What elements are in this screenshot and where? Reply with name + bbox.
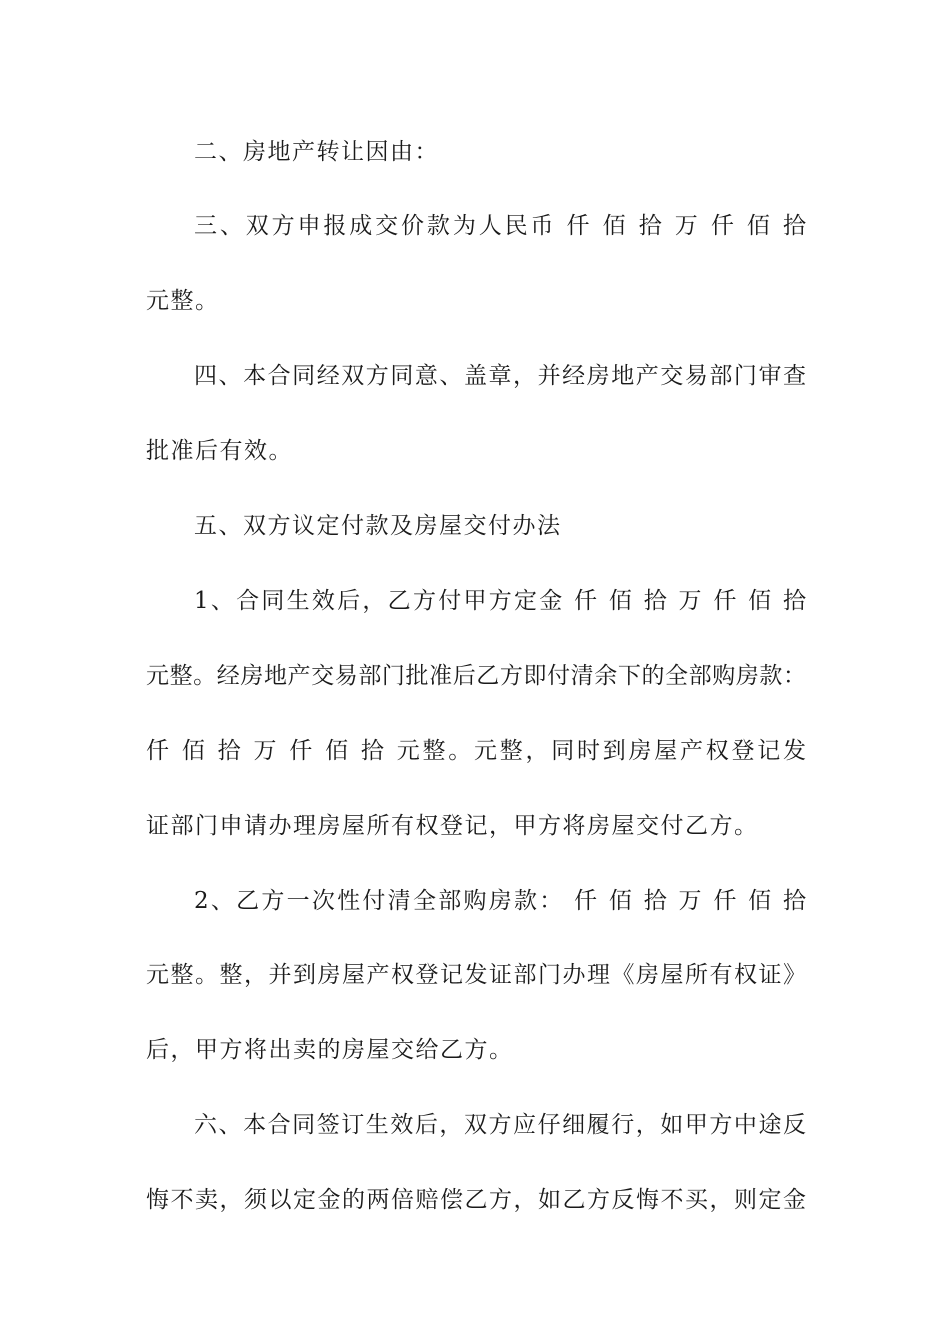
clause-5-2-line-3: 后，甲方将出卖的房屋交给乙方。: [146, 1037, 514, 1063]
clause-5-heading: 五、双方议定付款及房屋交付办法: [194, 513, 562, 539]
clause-4-line-2: 批准后有效。: [146, 438, 293, 464]
clause-2-line: 二、房地产转让因由：: [194, 139, 439, 165]
clause-6-line-1: 六、本合同签订生效后，双方应仔细履行，如甲方中途反: [194, 1112, 806, 1138]
clause-5-1-line-3: 仟 佰 拾 万 仟 佰 拾 元整。元整，同时到房屋产权登记发: [146, 738, 806, 764]
clause-5-1-line-1: 1、合同生效后，乙方付甲方定金 仟 佰 拾 万 仟 佰 拾: [194, 588, 806, 614]
clause-5-2-line-1: 2、乙方一次性付清全部购房款： 仟 佰 拾 万 仟 佰 拾: [194, 888, 806, 914]
clause-3-line-1: 三、双方申报成交价款为人民币 仟 佰 拾 万 仟 佰 拾: [194, 213, 806, 239]
clause-5-1-line-4: 证部门申请办理房屋所有权登记，甲方将房屋交付乙方。: [146, 813, 759, 839]
clause-5-2-line-2: 元整。整，并到房屋产权登记发证部门办理《房屋所有权证》: [146, 962, 806, 988]
clause-6-line-2: 悔不卖，须以定金的两倍赔偿乙方，如乙方反悔不买，则定金: [146, 1187, 806, 1213]
clause-5-1-line-2: 元整。经房地产交易部门批准后乙方即付清余下的全部购房款：: [146, 663, 806, 689]
clause-4-line-1: 四、本合同经双方同意、盖章，并经房地产交易部门审查: [194, 363, 806, 389]
clause-3-line-2: 元整。: [146, 288, 220, 314]
